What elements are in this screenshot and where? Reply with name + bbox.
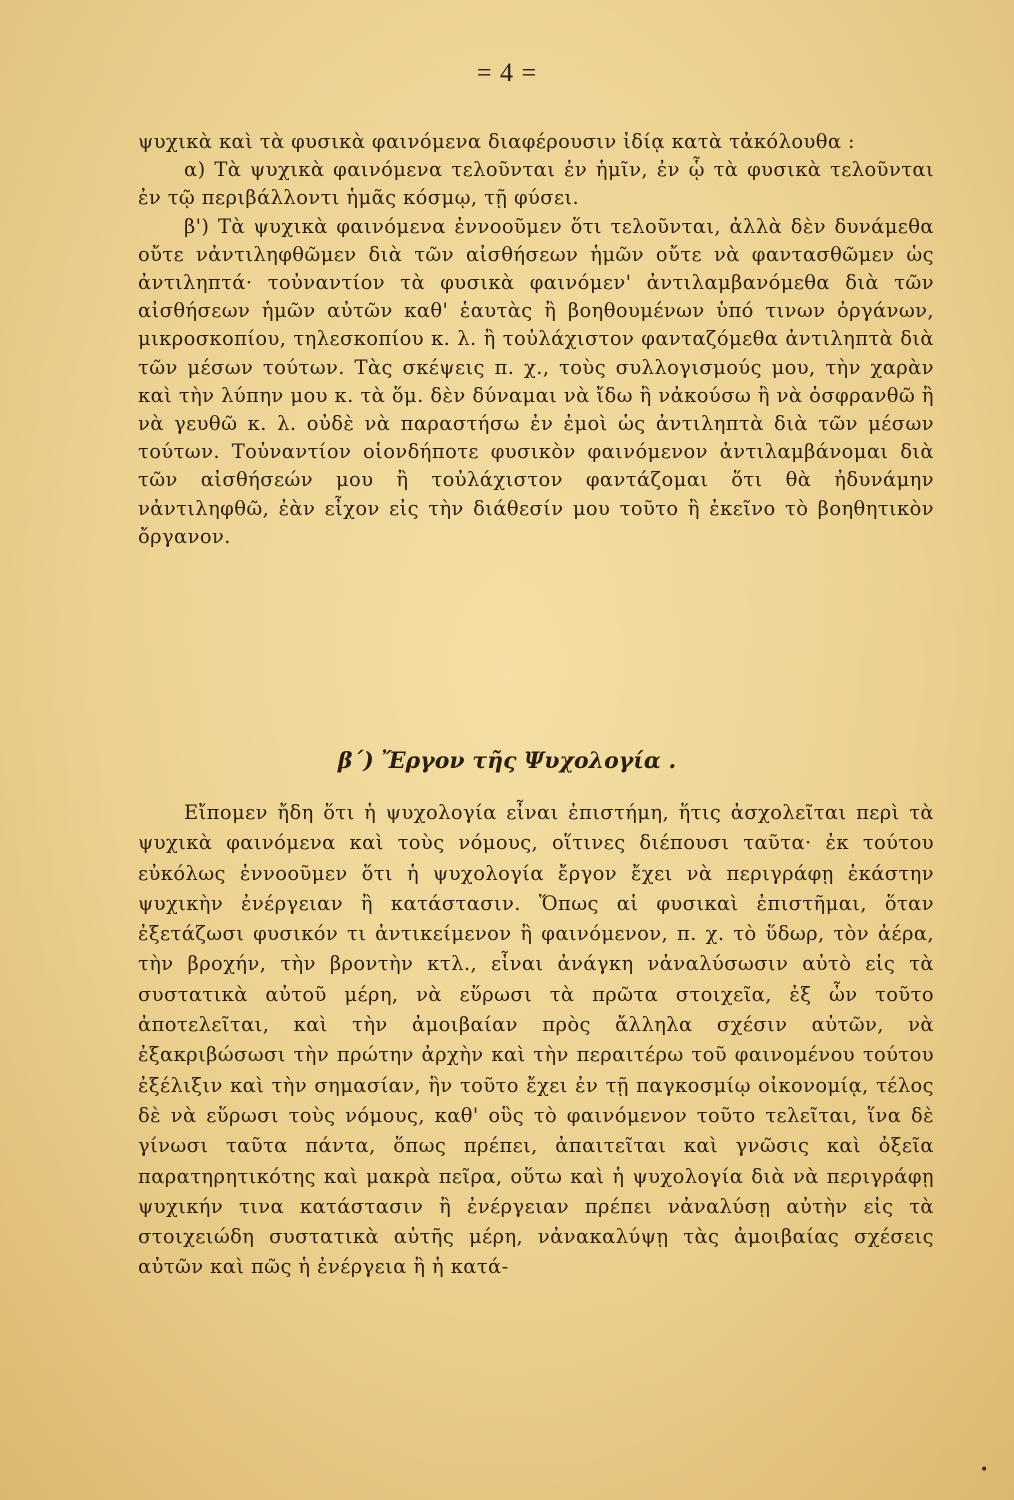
page-number: = 4 = <box>476 58 538 87</box>
paper-speck-mark: • <box>980 1462 989 1478</box>
point-a-paragraph: α) Τὰ ψυχικὰ φαινόμενα τελοῦνται ἐν ἡμῖν, ἐν ᾧ τὰ φυσικὰ τελοῦνται ἐν τῷ περιβάλλοντι ἡμᾶς κόσμῳ, τῇ φύσει. <box>138 158 934 210</box>
intro-paragraph: ψυχικὰ καὶ τὰ φυσικὰ φαινόμενα διαφέρουσιν ἰδίᾳ κατὰ τἀκόλουθα : <box>138 130 855 153</box>
intro-text-block <box>138 128 934 551</box>
body-paragraph: Εἴπομεν ἤδη ὅτι ἡ ψυχολογία εἶναι ἐπιστήμη, ἥτις ἀσχολεῖται περὶ τὰ ψυχικὰ φαινόμενα καὶ τοὺς νόμους, οἵτινες διέπουσι ταῦτα· ἐκ τούτου εὐκόλως ἐννοοῦμεν ὅτι ἡ ψυχολογία ἔργον ἔχει νὰ περιγράφῃ ἑκάστην ψυχικὴν ἐνέργειαν ἢ κατάστασιν. Ὅπως αἱ φυσικαὶ ἐπιστῆμαι, ὅταν ἐξετάζωσι φυσικόν τι ἀντικείμενον ἢ φαινόμενον, π. χ. τὸ ὕδωρ, τὸν ἀέρα, τὴν βροχήν, τὴν βροντὴν κτλ., εἶναι ἀνάγκη νἀναλύσωσιν αὐτὸ εἰς τὰ συστατικὰ αὐτοῦ μέρη, νὰ εὕρωσι τὰ πρῶτα στοιχεῖα, ἐξ ὧν τοῦτο ἀποτελεῖται, καὶ τὴν ἀμοιβαίαν πρὸς ἄλληλα σχέσιν αὐτῶν, νὰ ἐξακριβώσωσι τὴν πρώτην ἀρχὴν καὶ τὴν περαιτέρω τοῦ φαινομένου τούτου ἐξέλιξιν καὶ τὴν σημασίαν, ἣν τοῦτο ἔχει ἐν τῇ παγκοσμίῳ οἰκονομίᾳ, τέλος δὲ νὰ εὕρωσι τοὺς νόμους, καθ' οὓς τὸ φαινόμενον τοῦτο τελεῖται, ἵνα δὲ γίνωσι ταῦτα πάντα, ὅπως πρέπει, ἀπαιτεῖται καὶ γνῶσις καὶ ὀξεῖα παρατηρητικότης καὶ μακρὰ πεῖρα, οὕτω καὶ ἡ ψυχολογία διὰ νὰ περιγράφῃ ψυχικήν τινα κατάστασιν ἢ ἐνέργειαν πρέπει νἀναλύσῃ αὐτὴν εἰς τὰ στοιχειώδη συστατικὰ αὐτῆς μέρη, νἀνακαλύψῃ τὰς ἀμοιβαίας σχέσεις αὐτῶν καὶ πῶς ἡ ἐνέργεια ἢ ἡ κατά- <box>138 801 934 1279</box>
point-b-paragraph: β') Τὰ ψυχικὰ φαινόμενα ἐννοοῦμεν ὅτι τελοῦνται, ἀλλὰ δὲν δυνάμεθα οὔτε νἀντιληφθῶμεν διὰ τῶν αἰσθήσεων ἡμῶν οὔτε νὰ φαντασθῶμεν ὡς ἀντιληπτά· τοὐναντίον τὰ φυσικὰ φαινόμεν' ἀντιλαμβανόμεθα διὰ τῶν αἰσθήσεων ἡμῶν αὐτῶν καθ' ἑαυτὰς ἢ βοηθουμένων ὑπό τινων ὀργάνων, μικροσκοπίου, τηλεσκοπίου κ. λ. ἢ τοὐλάχιστον φανταζόμεθα ἀντιληπτὰ διὰ τῶν μέσων τούτων. Τὰς σκέψεις π. χ., τοὺς συλλογισμούς μου, τὴν χαρὰν καὶ τὴν λύπην μου κ. τὰ ὅμ. δὲν δύναμαι νὰ ἴδω ἢ νἀκούσω ἢ νὰ ὀσφρανθῶ ἢ νὰ γευθῶ κ. λ. οὐδὲ νὰ παραστήσω ἐν ἐμοὶ ὡς ἀντιληπτὰ διὰ τῶν μέσων τούτων. Τοὐναντίον οἱονδήποτε φυσικὸν φαινόμενον ἀντιλαμβάνομαι διὰ τῶν αἰσθήσεών μου ἢ τοὐλάχιστον φαντάζομαι ὅτι θὰ ἠδυνάμην νἀντιληφθῶ, ἐὰν εἶχον εἰς τὴν διάθεσίν μου τοῦτο ἢ ἐκεῖνο τὸ βοηθητικὸν ὄργανον. <box>138 214 934 548</box>
body-text-block <box>138 798 934 1283</box>
section-heading: β΄) Ἔργον τῆς Ψυχολογία . <box>337 748 677 774</box>
